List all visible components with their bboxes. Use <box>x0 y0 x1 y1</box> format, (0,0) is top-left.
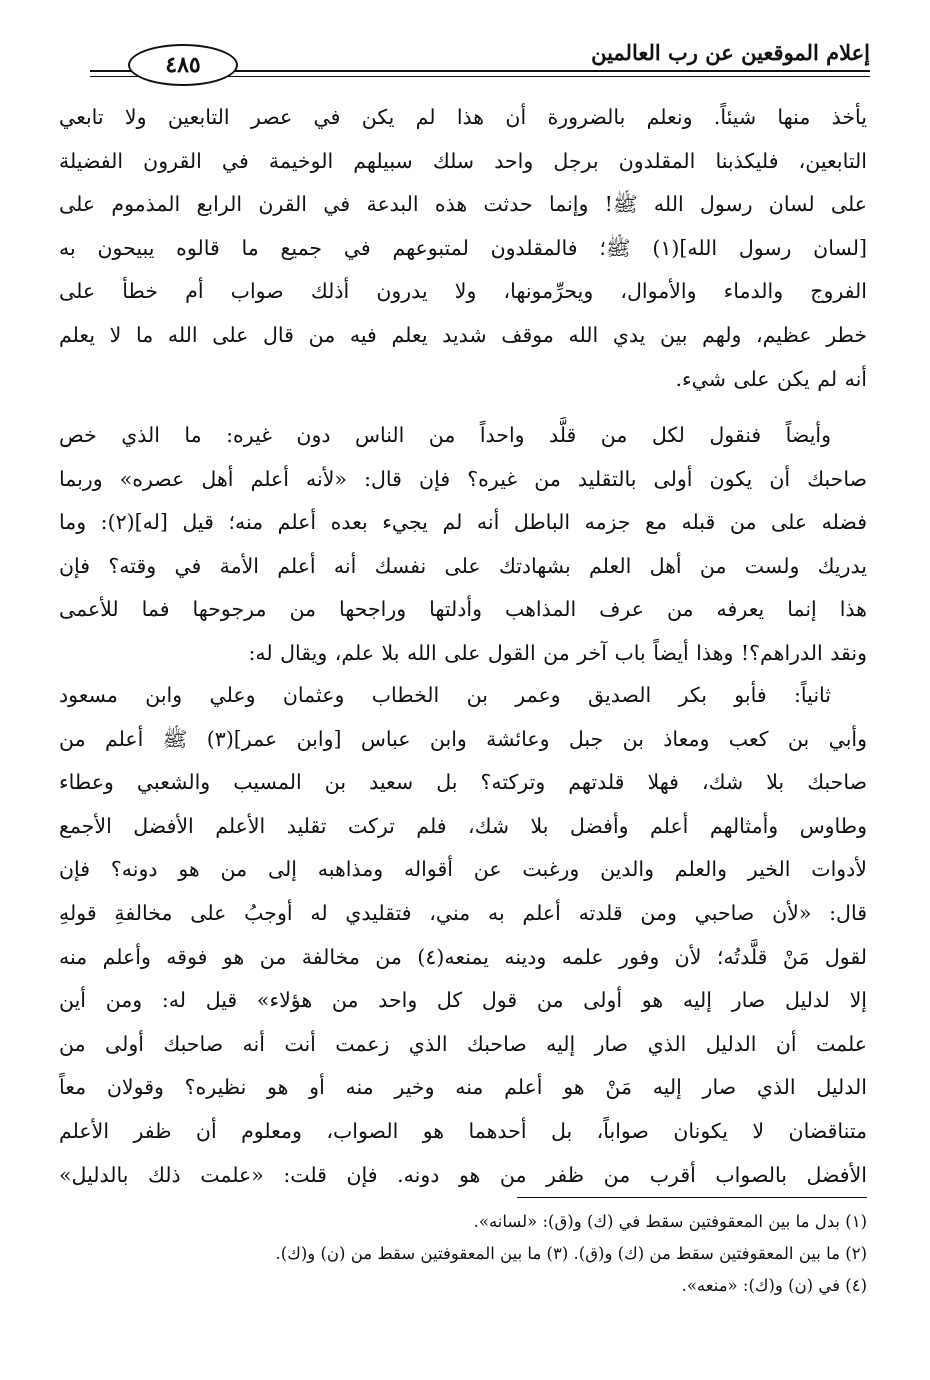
text-line: [لسان رسول الله](١) ﷺ؛ فالمقلدون لمتبوعهم في جميع ما قالوه يبيحون به <box>59 235 867 260</box>
text-line: وأيضاً فنقول لكل من قلَّد واحداً من الناس دون غيره: ما الذي خص <box>59 423 831 447</box>
text-line: الأفضل بالصواب أقرب من ظفر من هو دونه. فإن قلت: «علمت ذلك بالدليل» <box>59 1162 867 1187</box>
text-line: لأدوات الخير والعلم والدين ورغبت عن أقواله ومذاهبه إلى من هو دونه؟ فإن <box>59 857 867 882</box>
text-line: وطاوس وأمثالهم أعلم وأفضل بلا شك، فلم تركت تقليد الأعلم الأفضل الأجمع <box>59 813 867 838</box>
text-line: الفروج والدماء والأموال، ويحرِّمونها، ولا يدرون أذلك صواب أم خطأ على <box>59 279 867 304</box>
text-line: علمت أن الدليل الذي صار إليه صاحبك الذي زعمت أنت أنه صاحبك أولى من <box>59 1031 867 1056</box>
text-line: فضله على من قبله مع جزمه الباطل أنه لم يجيء بعده أعلم منه؛ قيل [له](٢): وما <box>59 510 867 535</box>
footnote: (١) بدل ما بين المعقوفتين سقط في (ك) و(ق): «لسانه». <box>473 1212 867 1231</box>
text-line: التابعين، فليكذبنا المقلدون برجل واحد سلك سبيلهم الوخيمة في القرون الفضيلة <box>59 148 867 173</box>
running-header <box>90 28 870 88</box>
text-line: الدليل الذي صار إليه مَنْ هو أعلم منه وخير منه أو هو نظيره؟ وقولان معاً <box>59 1075 867 1100</box>
text-line: ونقد الدراهم؟! وهذا أيضاً باب آخر من القول على الله بلا علم، ويقال له: <box>248 640 867 665</box>
footnote: (٢) ما بين المعقوفتين سقط من (ك) و(ق). (٣) ما بين المعقوفتين سقط من (ن) و(ك). <box>275 1244 867 1263</box>
text-line: لقول مَنْ قلَّدتُه؛ لأن وفور علمه ودينه يمنعه(٤) من مخالفة من هو فوقه وأعلم منه <box>59 944 867 969</box>
text-line: أنه لم يكن على شيء. <box>675 366 867 391</box>
text-line: وأبي بن كعب ومعاذ بن جبل وعائشة وابن عباس [وابن عمر](٣) ﷺ أعلم من <box>59 726 867 751</box>
text-line: ثانياً: فأبو بكر الصديق وعمر بن الخطاب وعثمان وعلي وابن مسعود <box>59 683 831 707</box>
footnote-separator <box>517 1197 867 1198</box>
text-line: يدريك ولست من أهل العلم بشهادتك على نفسك أنه أعلم الأمة في وقته؟ فإن <box>59 553 867 578</box>
text-line: صاحبك بلا شك، فهلا قلدتهم وتركته؟ بل سعيد بن المسيب والشعبي وعطاء <box>59 770 867 795</box>
text-line: على لسان رسول الله ﷺ! وإنما حدثت هذه البدعة في القرن الرابع المذموم على <box>59 192 867 217</box>
text-line: متناقضان لا يكونان صواباً، بل أحدهما هو الصواب، ومعلوم أن ظفر الأعلم <box>59 1118 867 1143</box>
paragraph-2 <box>59 414 867 676</box>
paragraph-3 <box>59 674 867 1197</box>
text-line: هذا إنما يعرفه من عرف المذاهب وأدلتها وراجحها من مرجوحها فما للأعمى <box>59 597 867 622</box>
book-title: إعلام الموقعين عن رب العالمين <box>591 40 870 65</box>
paragraph-1 <box>59 96 867 401</box>
text-line: خطر عظيم، ولهم بين يدي الله موقف شديد يعلم فيه من قال على الله ما لا يعلم <box>59 322 867 347</box>
page-number: ٤٨٥ <box>128 44 238 86</box>
text-line: إلا لدليل صار إليه هو أولى من قول كل واحد من هؤلاء» قيل له: ومن أين <box>59 988 867 1013</box>
text-line: قال: «لأن صاحبي ومن قلدته أعلم به مني، فتقليدي له أوجبُ على مخالفةِ قولهِ <box>59 900 867 925</box>
text-line: صاحبك أن يكون أولى بالتقليد من غيره؟ فإن قال: «لأنه أعلم أهل عصره» وربما <box>59 466 867 491</box>
footnotes <box>59 1206 867 1302</box>
footnote: (٤) في (ن) و(ك): «منعه». <box>681 1276 867 1295</box>
text-line: يأخذ منها شيئاً. ونعلم بالضرورة أن هذا لم يكن في عصر التابعين ولا تابعي <box>59 105 867 129</box>
